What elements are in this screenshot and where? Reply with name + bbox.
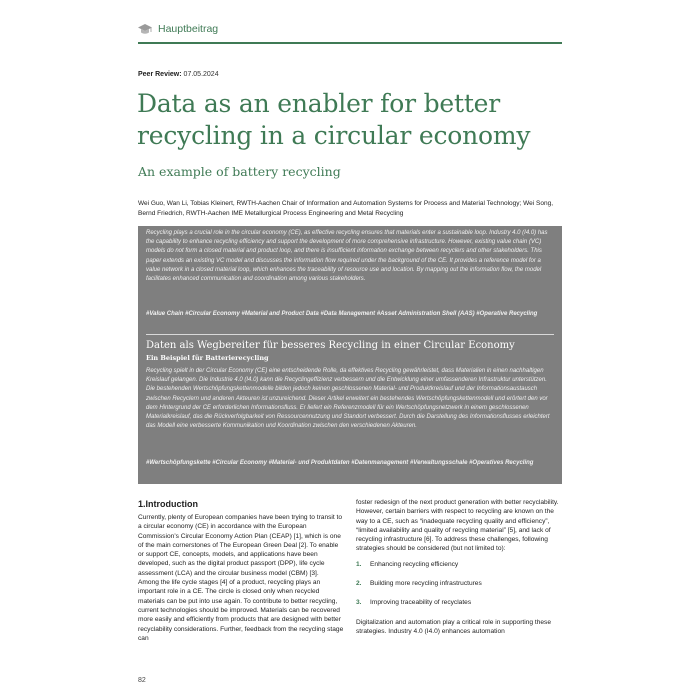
page-number: 82 [138,677,146,684]
list-text: Improving traceability of recyclates [370,599,472,607]
keywords-english: #Value Chain #Circular Economy #Material and Product Data #Data Management #Asset Administration Shell (AAS) #Operative Recycling [146,311,538,317]
article-subtitle: An example of battery recycling [138,164,341,179]
article-title: Data as an enabler for better recycling in a circular economy [137,89,531,150]
body-column-right [356,498,562,636]
abstract-divider [146,334,554,335]
list-item [356,560,562,569]
german-title: Daten als Wegbereiter für besseres Recycling in einer Circular Economy [146,340,515,351]
german-subtitle: Ein Beispiel für Batterierecycling [146,354,269,362]
section-header [138,20,562,42]
list-item [356,579,562,588]
graduation-cap-icon [138,24,152,35]
body-paragraph: Digitalization and automation play a critical role in supporting these strategies. Industry 4.0 (I4.0) enhances automation [356,618,551,635]
abstract-english: Recycling plays a crucial role in the circular economy (CE), as effective recycling ensures that materials enter a sustainable loop. Industry 4.0 (I4.0) has the capability to enhance recycling efficiency and support the development of more comprehensive infrastructure. However, existing value chain (VC) models do not form a closed material and product loop, and there is insufficient information exchange between recyclers and other stakeholders. This paper extends an existing VC model and discusses the information flow required under the background of the CE. It provides a reference model for a value network in a closed material loop, which enhances the traceability of resource use and location. By mapping out the information flow, the model facilitates enhanced communication and coordination among various stakeholders. [146,230,548,283]
peer-review-date: 07.05.2024 [183,71,219,78]
header-divider [138,42,562,44]
body-paragraph: Among the life cycle stages [4] of a product, recycling plays an important role in a CE. The circle is closed only when recycled materials can be put into use again. To contribute to better recycling, current technologies should be improved. Materials can be recovered more easily and efficiently from products that are designed with better recyclability considerations. Further, feedback from the recycling stage can [138,579,344,642]
list-number: 3. [356,599,362,607]
list-item [356,598,562,607]
body-column-left [138,498,344,643]
body-paragraph: foster redesign of the next product generation with better recyclability. However, certain barriers with respect to recycling are known on the way to a CE, such as “inadequate recycling quality and efficiency”, “limited availability and quality of recycling material” [5], and lack of recycling infrastructure [6]. To address these challenges, following strategies should be considered (but not limited to): [356,499,559,553]
strategy-list [356,560,562,608]
abstract-box [138,226,562,484]
peer-review-label: Peer Review: [138,71,182,78]
list-text: Enhancing recycling efficiency [370,560,459,568]
author-list: Wei Guo, Wan Li, Tobias Kleinert, RWTH-Aachen Chair of Information and Automation Systems for Process and Material Technology; Wei Song, Bernd Friedrich, RWTH-Aachen IME Metallurgical Process Engineering and Metal Recycling [138,200,553,217]
introduction-heading: 1.Introduction [138,499,198,509]
list-text: Building more recycling infrastructures [370,580,482,588]
section-label: Hauptbeitrag [158,23,219,35]
peer-review-line [138,71,219,78]
keywords-german: #Wertschöpfungskette #Circular Economy #Material- und Produktdaten #Datenmanagement #Verwaltungsschale #Operatives Recycling [146,460,534,466]
body-paragraph: Currently, plenty of European companies have been trying to transit to a circular economy (CE) in accordance with the European Commission’s Circular Economy Action Plan (CEAP) [1], which is one of the main cornerstones of The European Green Deal [2]. To enable or support CE, concepts, models, and applications have been developed, such as the digital product passport (DPP), life cycle assessment (LCA) and the circular business model (CBM) [3]. [138,514,343,577]
list-number: 1. [356,560,362,568]
list-number: 2. [356,580,362,588]
abstract-german: Recycling spielt in der Circular Economy (CE) eine entscheidende Rolle, da effektives Recycling gewährleistet, dass Materialien in einen nachhaltigen Kreislauf gelangen. Die Industrie 4.0 (I4.0) kann die Recyclingeffizienz verbessern und die Entwicklung einer umfassenderen Infrastruktur unterstützen. Die bestehenden Wertschöpfungskettenmodelle bilden jedoch keinen geschlossenen Material- und Produktkreislauf und der Informationsaustausch zwischen Recyclern und anderen Akteuren ist unzureichend. Dieser Artikel erweitert ein bestehendes Wertschöpfungskettenmodell und erörtert den vor dem Hintergrund der CE erforderlichen Informationsfluss. Er liefert ein Referenzmodell für ein Wertschöpfungsnetzwerk in einem geschlossenen Materialkreislauf, das die Rückverfolgbarkeit von Ressourcennutzung und Standort verbessert. Durch die Darstellung des Informationsflusses erleichtert das Modell eine verbesserte Kommunikation und Koordination zwischen den verschiedenen Akteuren. [146,368,550,430]
